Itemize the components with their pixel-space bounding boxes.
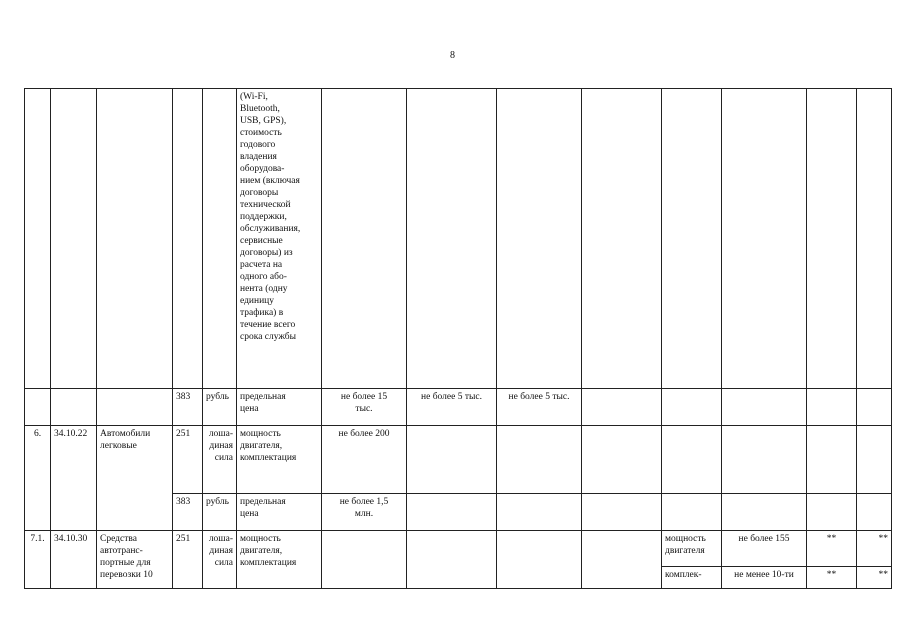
cell-ext-value: не менее 10-ти: [722, 567, 807, 589]
cell-unit: лоша- диная сила: [203, 426, 237, 494]
cell-value: не более 5 тыс.: [407, 389, 497, 426]
cell-number: 6.: [25, 426, 51, 531]
table-row: [25, 89, 892, 389]
cell-value: не более 1,5 млн.: [322, 494, 407, 531]
cell-unit: лоша- диная сила: [203, 531, 237, 589]
cell-ext-mark: [807, 89, 857, 389]
cell-value: [322, 531, 407, 589]
cell-unit-code: 383: [173, 389, 203, 426]
cell-name: Автомобили легковые: [97, 426, 173, 531]
table-row: [25, 426, 892, 494]
cell-value: [407, 426, 497, 494]
table-row: [25, 531, 892, 567]
cell-ext-mark: [857, 494, 892, 531]
cell-ext-characteristic: [662, 494, 722, 531]
cell-value: [497, 531, 582, 589]
cell-name: [97, 89, 173, 389]
cell-value: [582, 89, 662, 389]
cell-ext-characteristic: [662, 389, 722, 426]
cell-ext-value: [722, 389, 807, 426]
cell-number: [25, 389, 51, 426]
cell-okpd: [51, 89, 97, 389]
cell-name: Средства автотранс- портные для перевозки 10: [97, 531, 173, 589]
cell-value: [407, 89, 497, 389]
cell-value: не более 200: [322, 426, 407, 494]
cell-ext-mark: **: [857, 567, 892, 589]
cell-ext-mark: [807, 426, 857, 494]
cell-value: не более 15 тыс.: [322, 389, 407, 426]
cell-ext-value: [722, 494, 807, 531]
cell-number: [25, 89, 51, 389]
cell-ext-mark: **: [857, 531, 892, 567]
cell-value: [582, 389, 662, 426]
cell-unit: рубль: [203, 494, 237, 531]
cell-ext-mark: [857, 426, 892, 494]
requirements-table: [24, 88, 892, 589]
cell-ext-value: [722, 426, 807, 494]
cell-value: [497, 89, 582, 389]
cell-value: не более 5 тыс.: [497, 389, 582, 426]
cell-value: [407, 494, 497, 531]
page-number: 8: [450, 50, 455, 61]
cell-characteristic: предельная цена: [237, 389, 322, 426]
cell-okpd: 34.10.30: [51, 531, 97, 589]
cell-ext-mark: [857, 89, 892, 389]
cell-okpd: [51, 389, 97, 426]
cell-unit: рубль: [203, 389, 237, 426]
cell-value: [407, 531, 497, 589]
cell-value: [497, 494, 582, 531]
cell-ext-mark: **: [807, 567, 857, 589]
cell-ext-mark: **: [807, 531, 857, 567]
cell-characteristic: мощность двигателя, комплектация: [237, 426, 322, 494]
cell-unit-code: 251: [173, 531, 203, 589]
cell-name: [97, 389, 173, 426]
cell-ext-value: не более 155: [722, 531, 807, 567]
cell-ext-characteristic: [662, 89, 722, 389]
cell-characteristic: предельная цена: [237, 494, 322, 531]
cell-okpd: 34.10.22: [51, 426, 97, 531]
cell-value: [582, 531, 662, 589]
cell-value: [497, 426, 582, 494]
cell-number: 7.1.: [25, 531, 51, 589]
cell-unit-code: 251: [173, 426, 203, 494]
cell-ext-value: [722, 89, 807, 389]
cell-ext-mark: [807, 494, 857, 531]
cell-ext-characteristic: [662, 426, 722, 494]
cell-ext-mark: [807, 389, 857, 426]
cell-characteristic: мощность двигателя, комплектация: [237, 531, 322, 589]
table-row: [25, 389, 892, 426]
cell-value: [582, 494, 662, 531]
cell-ext-characteristic: мощность двигателя: [662, 531, 722, 567]
cell-ext-mark: [857, 389, 892, 426]
cell-unit-code: [173, 89, 203, 389]
cell-characteristic: (Wi-Fi, Bluetooth, USB, GPS), стоимость годового владения оборудова- нием (включая договоры технической поддержки, обслуживания, сервисные договоры) из расчета на одного або- нента (одну единицу трафика) в течение всего срока службы: [237, 89, 322, 389]
cell-value: [322, 89, 407, 389]
cell-unit-code: 383: [173, 494, 203, 531]
cell-unit: [203, 89, 237, 389]
cell-value: [582, 426, 662, 494]
cell-ext-characteristic: комплек-: [662, 567, 722, 589]
